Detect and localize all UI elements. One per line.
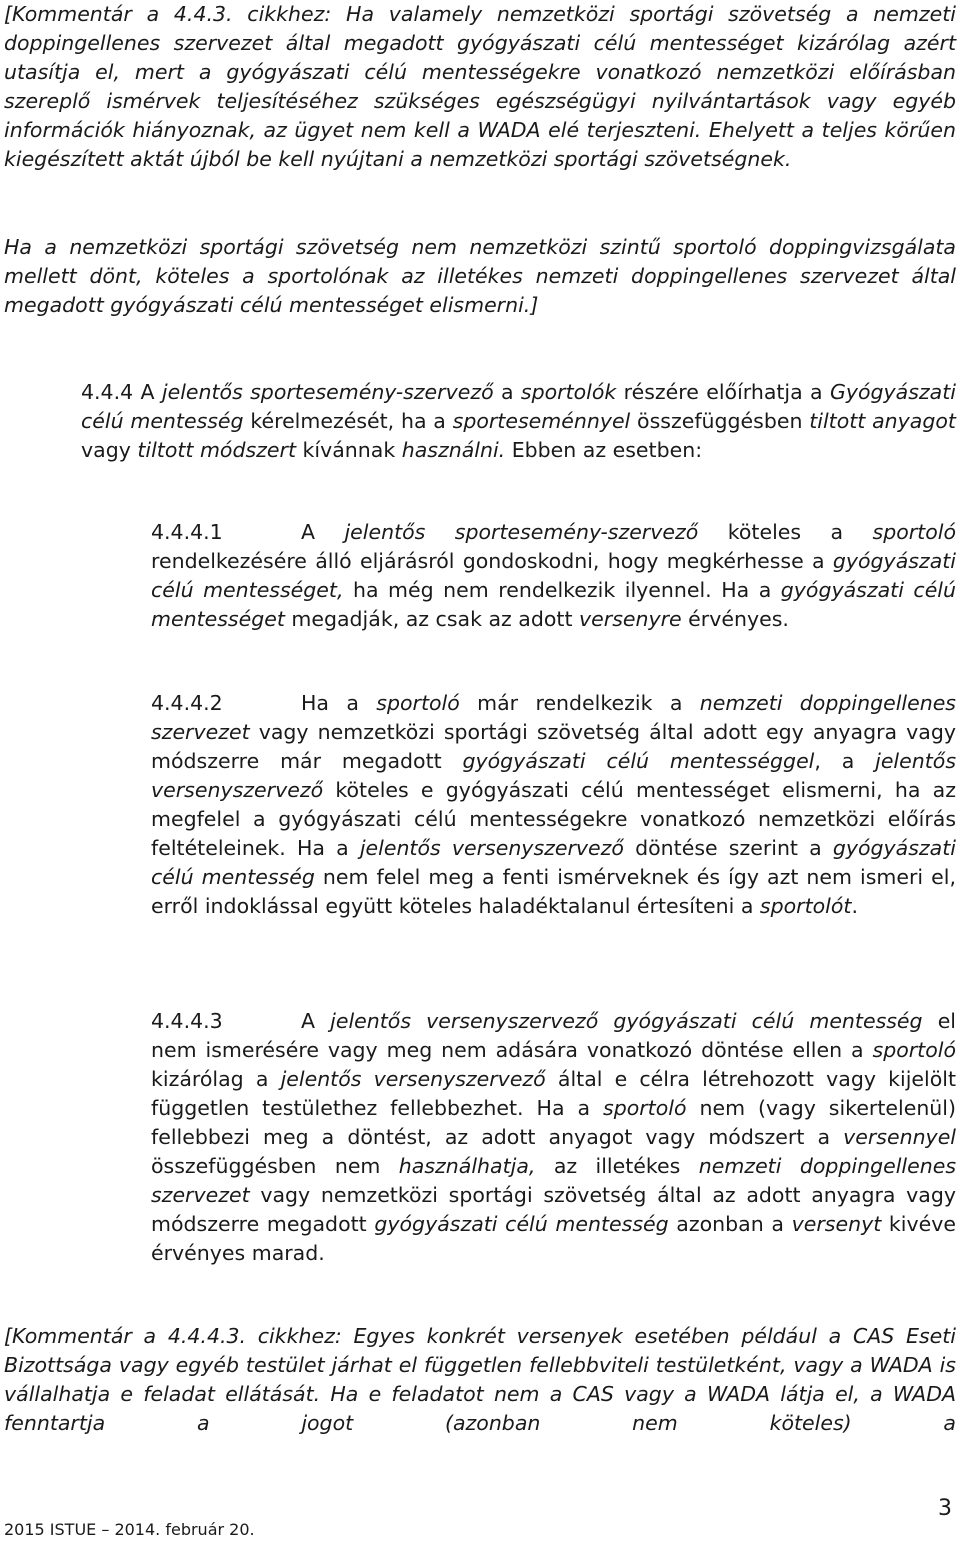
term: gyógyászati célú mentesség <box>151 836 956 889</box>
text: nem felel meg a fenti ismérveknek és így azt nem ismeri el, erről indoklással együtt köteles haladéktalanul értesíteni a <box>151 865 956 918</box>
term: versenyt <box>791 1212 882 1236</box>
text: azonban a <box>668 1212 792 1236</box>
term: jelentős sportesemény-szervező <box>161 380 494 404</box>
text: kivéve érvényes marad. <box>151 1212 956 1265</box>
term: sportolót <box>759 894 852 918</box>
text: összefüggésben <box>630 409 810 433</box>
term: jelentős versenyszervező <box>359 836 624 860</box>
text: nem (vagy sikertelenül) fellebbezi meg a döntést, az adott anyagot vagy módszert a <box>151 1096 956 1149</box>
text: vagy <box>81 438 138 462</box>
text: már rendelkezik a <box>459 691 700 715</box>
text: összefüggésben nem <box>151 1154 399 1178</box>
term: versenyre <box>579 607 682 631</box>
term: tiltott módszert <box>137 438 297 462</box>
term: használhatja, <box>398 1154 536 1178</box>
section-4-4-4-1-body <box>151 518 956 634</box>
section-number: 4.4.4.2 <box>151 691 223 715</box>
term: sportoló <box>872 520 956 544</box>
text: a <box>493 380 521 404</box>
text: Ebben az esetben: <box>505 438 703 462</box>
text: érvényes. <box>681 607 789 631</box>
text: . <box>851 894 858 918</box>
text: által e célra létrehozott vagy kijelölt független testülethez fellebbezhet. Ha a <box>151 1067 956 1120</box>
term: sportoló <box>603 1096 687 1120</box>
term: gyógyászati célú mentességgel <box>462 749 815 773</box>
term: nemzeti doppingellenes szervezet <box>151 1154 956 1207</box>
term: használni. <box>401 438 506 462</box>
text: köteles e gyógyászati célú mentességet elismerni, ha az megfelel a gyógyászati célú mentességekre vonatkozó nemzetközi előírás feltételeinek. Ha a <box>151 778 956 860</box>
term: versennyel <box>843 1125 956 1149</box>
text: az illetékes <box>535 1154 699 1178</box>
text: A <box>301 1009 331 1033</box>
text: , a <box>814 749 876 773</box>
term: tiltott anyagot <box>809 409 956 433</box>
text: A <box>301 520 345 544</box>
comment-paragraph-3: [Kommentár a 4.4.4.3. cikkhez: Egyes konkrét versenyek esetében például a CAS Eseti Bizottsága vagy egyéb testület járhat el független fellebbviteli testületként, vagy a WADA is vállalhatja e feladat ellátását. Ha e feladatot nem a CAS vagy a WADA látja el, a WADA fenntartja a jogot (azonban nem köteles) a <box>4 1324 956 1435</box>
text: kívánnak <box>296 438 402 462</box>
term: nemzeti doppingellenes szervezet <box>151 691 956 744</box>
term: jelentős sportesemény-szervező <box>344 520 699 544</box>
comment-paragraph-1: [Kommentár a 4.4.3. cikkhez: Ha valamely nemzetközi sportági szövetség a nemzeti doppingellenes szervezet által megadott gyógyászati célú mentességet kizárólag azért utasítja el, mert a gyógyászati célú mentességekre vonatkozó nemzetközi előírásban szereplő ismérvek teljesítéséhez szükséges egészségügyi nyilvántartások vagy egyéb információk hiányoznak, az ügyet nem kell a WADA elé terjeszteni. Ehelyett a teljes körűen kiegészített aktát újból be kell nyújtani a nemzetközi sportági szövetségnek. <box>4 2 956 171</box>
text: döntése szerint a <box>623 836 833 860</box>
section-number: 4.4.4.3 <box>151 1009 223 1033</box>
section-number: 4.4.4 <box>81 380 134 404</box>
text: Ha a <box>301 691 377 715</box>
term: gyógyászati célú mentesség <box>374 1212 669 1236</box>
text: kizárólag a <box>151 1067 281 1091</box>
text: vagy nemzetközi sportági szövetség által az adott anyagra vagy módszerre megadott <box>151 1183 956 1236</box>
section-4-4-4-3-body <box>151 1007 956 1268</box>
text: vagy nemzetközi sportági szövetség által adott egy anyagra vagy módszerre már megadott <box>151 720 956 773</box>
section-number: 4.4.4.1 <box>151 520 223 544</box>
comment-paragraph-2: Ha a nemzetközi sportági szövetség nem nemzetközi szintű sportoló doppingvizsgálata mellett dönt, köteles a sportolónak az illetékes nemzeti doppingellenes szervezet által megadott gyógyászati célú mentességet elismerni.] <box>4 235 956 317</box>
text: kérelmezését, ha a <box>243 409 453 433</box>
term: jelentős versenyszervező <box>151 749 956 802</box>
text: megadják, az csak az adott <box>284 607 580 631</box>
section-4-4-4-2-body <box>151 689 956 921</box>
term: gyógyászati célú mentességet <box>151 578 956 631</box>
term: sportoló <box>376 691 460 715</box>
page-number: 3 <box>938 1496 952 1521</box>
term: sportoló <box>872 1038 956 1062</box>
term: sporteseménnyel <box>452 409 631 433</box>
term: Gyógyászati célú mentesség <box>81 380 956 433</box>
term: gyógyászati célú mentességet, <box>151 549 956 602</box>
term: sportolók <box>520 380 617 404</box>
text: A <box>133 380 162 404</box>
text: el nem ismerésére vagy meg nem adására vonatkozó döntése ellen a <box>151 1009 956 1062</box>
term: jelentős versenyszervező <box>280 1067 546 1091</box>
footer-text: 2015 ISTUE – 2014. február 20. <box>4 1520 255 1539</box>
term: jelentős versenyszervező gyógyászati célú mentesség <box>330 1009 923 1033</box>
text: ha még nem rendelkezik ilyennel. Ha a <box>343 578 781 602</box>
section-4-4-4 <box>81 378 956 465</box>
text: rendelkezésére álló eljárásról gondoskodni, hogy megkérhesse a <box>151 549 833 573</box>
text: köteles a <box>698 520 873 544</box>
text: részére előírhatja a <box>616 380 830 404</box>
